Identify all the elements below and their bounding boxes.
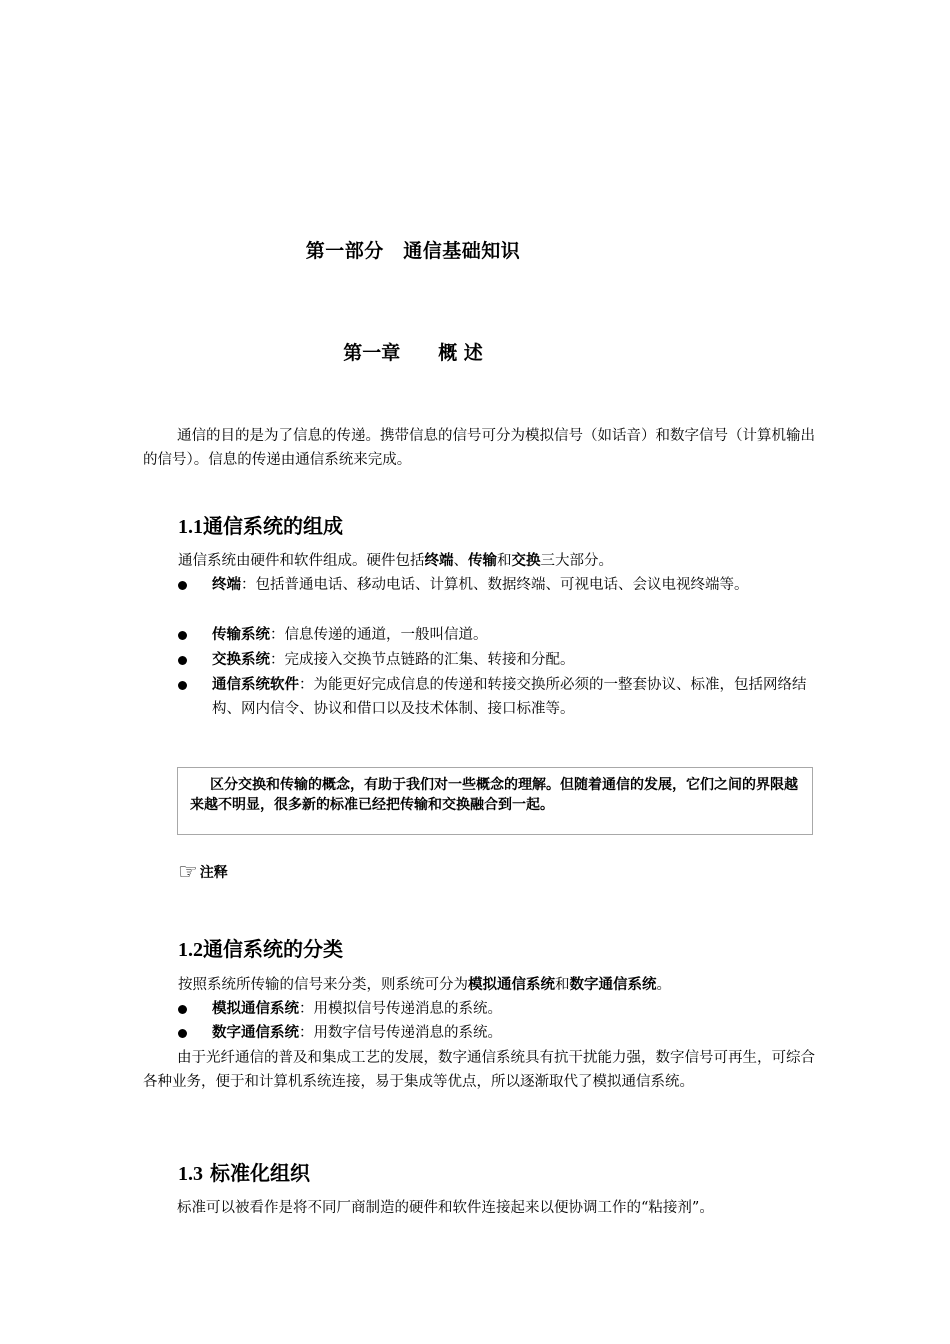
section-1-1-heading	[178, 510, 343, 539]
lead-text: 三大部分。	[540, 553, 613, 569]
section-1-2-heading	[178, 933, 343, 962]
bullet-text: ：信息传递的通道，一般叫信道。	[270, 627, 488, 643]
section-1-3-paragraph: 标准可以被看作是将不同厂商制造的硬件和软件连接起来以便协调工作的“粘接剂”。	[177, 1200, 714, 1216]
bullet-text: ：用模拟信号传递消息的系统。	[299, 1001, 502, 1017]
list-item	[178, 573, 818, 597]
heading-number: 1.2	[178, 939, 203, 961]
note-box: 区分交换和传输的概念，有助于我们对一些概念的理解。但随着通信的发展，它们之间的界限越来越不明显，很多新的标准已经把传输和交换融合到一起。	[177, 767, 813, 835]
section-1-1-lead	[178, 549, 613, 573]
lead-term: 终端	[424, 553, 454, 569]
list-item	[178, 648, 818, 672]
lead-term: 模拟通信系统	[468, 977, 555, 993]
intro-paragraph: 通信的目的是为了信息的传递。携带信息的信号可分为模拟信号（如话音）和数字信号（计算机输出的信号）。信息的传递由通信系统来完成。	[143, 428, 815, 468]
bullet-text: ：用数字信号传递消息的系统。	[299, 1025, 502, 1041]
bullet-term: 终端	[212, 577, 241, 593]
list-item	[178, 997, 818, 1021]
lead-term: 传输	[468, 553, 497, 569]
bullet-icon	[178, 1029, 187, 1038]
bullet-term: 数字通信系统	[212, 1025, 299, 1041]
heading-number: 1.3	[178, 1163, 203, 1185]
bullet-term: 传输系统	[212, 627, 270, 643]
bullet-icon	[178, 656, 187, 665]
heading-text: 通信系统的分类	[203, 937, 343, 961]
lead-text: 。	[656, 977, 671, 993]
bullet-text: ：为能更好完成信息的传递和转接交换所必须的一整套协议、标准，包括网络结构、网内信令、协议和借口以及技术体制、接口标准等。	[212, 677, 807, 717]
section-1-2-lead	[178, 973, 671, 997]
heading-number: 1.1	[178, 516, 203, 538]
bullet-text: ：完成接入交换节点链路的汇集、转接和分配。	[270, 652, 575, 668]
lead-text: 按照系统所传输的信号来分类，则系统可分为	[178, 977, 468, 993]
list-item	[178, 673, 818, 721]
bullet-icon	[178, 581, 187, 590]
bullet-term: 模拟通信系统	[212, 1001, 299, 1017]
bullet-icon	[178, 1005, 187, 1014]
note-label-text: 注释	[199, 865, 228, 881]
heading-text: 标准化组织	[203, 1161, 310, 1185]
heading-text: 通信系统的组成	[203, 514, 343, 538]
pointing-hand-icon: ☞	[178, 860, 198, 885]
list-item	[178, 1021, 818, 1045]
list-item	[178, 623, 818, 647]
bullet-icon	[178, 631, 187, 640]
lead-text: 和	[497, 553, 512, 569]
section-1-3-heading	[178, 1157, 310, 1186]
lead-text: 通信系统由硬件和软件组成。硬件包括	[178, 553, 425, 569]
bullet-icon	[178, 681, 187, 690]
lead-text: 、	[453, 553, 468, 569]
chapter-title: 第一章 概 述	[343, 342, 483, 364]
bullet-text: ：包括普通电话、移动电话、计算机、数据终端、可视电话、会议电视终端等。	[241, 577, 749, 593]
lead-text: 和	[555, 977, 570, 993]
bullet-term: 交换系统	[212, 652, 270, 668]
section-1-2-paragraph: 由于光纤通信的普及和集成工艺的发展，数字通信系统具有抗干扰能力强，数字信号可再生，可综合各种业务，便于和计算机系统连接，易于集成等优点，所以逐渐取代了模拟通信系统。	[143, 1050, 815, 1090]
bullet-term: 通信系统软件	[212, 677, 299, 693]
part-title: 第一部分 通信基础知识	[305, 240, 521, 262]
note-label	[178, 860, 228, 885]
lead-term: 交换	[511, 553, 541, 569]
lead-term: 数字通信系统	[569, 977, 657, 993]
